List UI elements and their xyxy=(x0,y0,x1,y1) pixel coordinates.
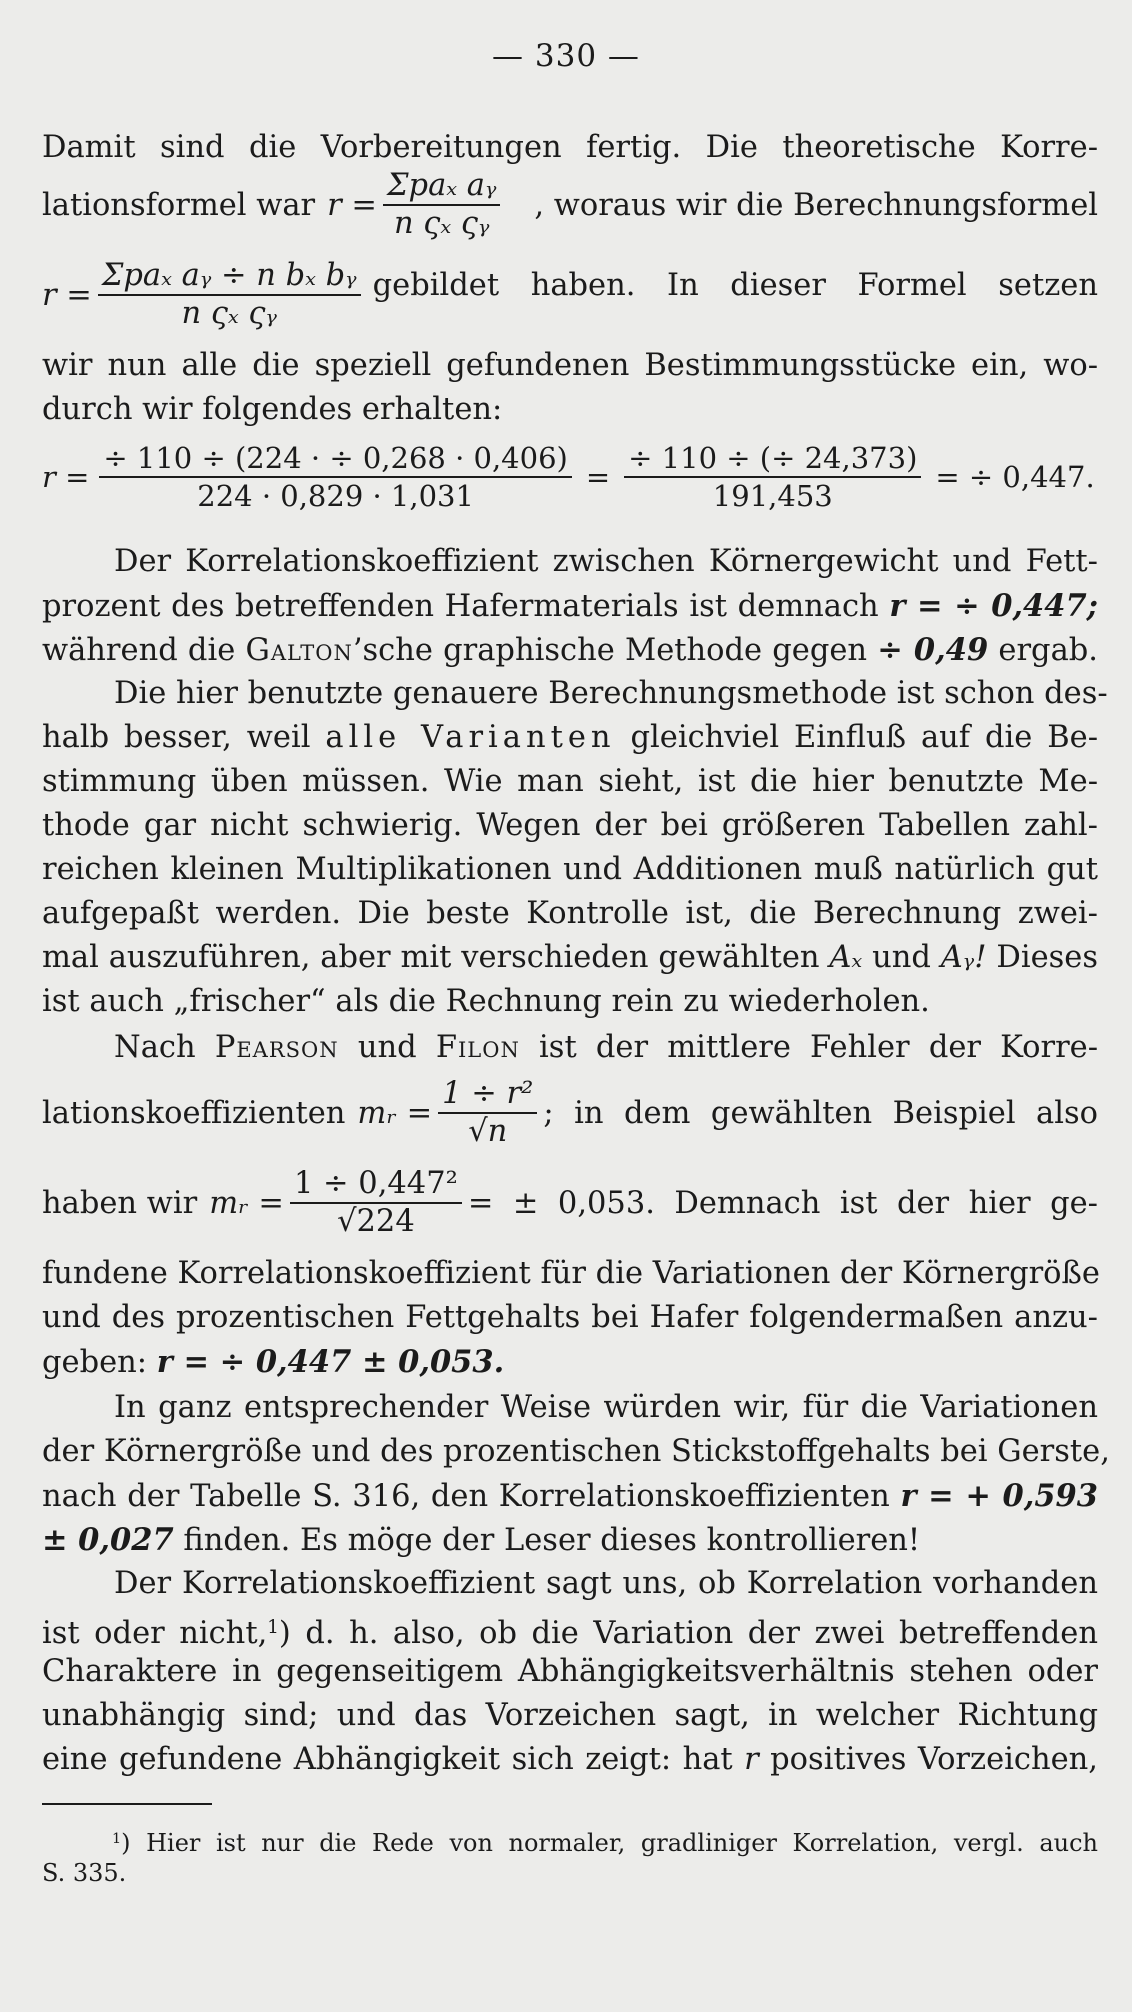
text-line xyxy=(42,980,1098,1024)
text-line xyxy=(42,1252,1098,1296)
fraction-denominator: √n xyxy=(468,1114,508,1149)
fraction-denominator: √224 xyxy=(337,1204,415,1239)
text: mal auszuführen, aber mit verschieden gewählten xyxy=(42,940,820,975)
fraction-denominator: n ςₓ ςᵧ xyxy=(393,206,490,241)
error-value: ± 0,027 xyxy=(42,1522,174,1558)
footnote-line xyxy=(112,1822,1098,1860)
text: und xyxy=(872,940,931,975)
text-line xyxy=(42,1606,1098,1656)
text: durch wir folgendes erhalten: xyxy=(42,392,503,427)
text: Die hier benutzte genauere Berechnungsmethode ist schon des- xyxy=(114,676,1108,711)
text: fundene Korrelationskoeffizient für die Variationen der Körnergröße xyxy=(42,1256,1100,1291)
text-line xyxy=(42,1340,1098,1385)
galton-value: ÷ 0,49 xyxy=(877,632,989,668)
fraction-numerator: 1 ÷ r² xyxy=(438,1076,537,1114)
text: aufgepaßt werden. Die beste Kontrolle ist, die Berechnung zwei- xyxy=(42,896,1098,931)
text: unabhängig sind; und das Vorzeichen sagt, in welcher Richtung xyxy=(42,1698,1098,1733)
text: ; in dem gewählten Beispiel also xyxy=(543,1095,1098,1131)
correlation-formula xyxy=(383,168,500,242)
text: ist der mittlere Fehler der Korre- xyxy=(539,1030,1099,1065)
text-line xyxy=(42,344,1098,388)
formula-r: r = xyxy=(42,460,90,494)
text: Der Korrelationskoeffizient sagt uns, ob Korrelation vorhanden xyxy=(114,1566,1098,1601)
text: ) d. h. also, ob die Variation der zwei betreffenden xyxy=(278,1616,1098,1652)
text: Charaktere in gegenseitigem Abhängigkeitsverhältnis stehen oder xyxy=(42,1654,1098,1689)
text: reichen kleinen Multiplikationen und Additionen muß natürlich gut xyxy=(42,852,1098,887)
fraction-denominator: 191,453 xyxy=(712,479,833,513)
text: geben: xyxy=(42,1345,148,1380)
formula-r: r = xyxy=(327,187,377,223)
text-line xyxy=(42,1474,1098,1519)
text: wir nun alle die speziell gefundenen Bestimmungsstücke ein, wo- xyxy=(42,348,1098,383)
text-line xyxy=(42,716,1098,760)
fraction-numerator: ÷ 110 ÷ (÷ 24,373) xyxy=(624,440,921,478)
page-number: — 330 — xyxy=(492,38,640,74)
footnote-text: ) Hier ist nur die Rede von normaler, gradliniger Korrelation, vergl. auch xyxy=(121,1828,1098,1857)
text: gebildet haben. In dieser Formel setzen xyxy=(372,267,1098,303)
math-symbol: r xyxy=(744,1742,759,1777)
fraction-numerator: Σpaₓ aᵧ xyxy=(383,168,500,206)
fraction-denominator: n ςₓ ςᵧ xyxy=(181,296,277,331)
formula-m: mᵣ = xyxy=(209,1185,284,1221)
text: eine gefundene Abhängigkeit sich zeigt: hat xyxy=(42,1742,733,1777)
footnote-number: 1 xyxy=(112,1831,122,1847)
spaced-emphasis: alle Varianten xyxy=(325,720,616,755)
correlation-value: r = + 0,593 xyxy=(900,1478,1098,1514)
footnote-text: S. 335. xyxy=(42,1859,127,1887)
text: Nach xyxy=(114,1030,196,1065)
formula-line xyxy=(42,1076,1098,1150)
formula-line xyxy=(42,258,1098,332)
text-line xyxy=(42,126,1098,170)
text: der Körnergröße und des prozentischen Stickstoffgehalts bei Gerste, xyxy=(42,1434,1110,1469)
text-line xyxy=(114,1562,1098,1606)
mean-error-value xyxy=(290,1166,462,1240)
correlation-value: r = ÷ 0,447; xyxy=(889,588,1098,624)
author-name: Pearson xyxy=(214,1030,339,1065)
fraction-numerator: ÷ 110 ÷ (224 · ÷ 0,268 · 0,406) xyxy=(99,440,571,478)
author-name: Filon xyxy=(435,1030,520,1065)
text-line xyxy=(114,540,1098,584)
correlation-result: r = ÷ 0,447 ± 0,053. xyxy=(156,1344,505,1380)
equation-fraction-1 xyxy=(99,440,571,514)
text-line xyxy=(42,848,1098,892)
text-line xyxy=(114,672,1108,716)
text-line xyxy=(42,760,1098,804)
author-name: Galton xyxy=(245,633,353,668)
text-line xyxy=(42,1738,1098,1782)
text: = ± 0,053. Demnach ist der hier ge- xyxy=(467,1185,1098,1221)
footnote-rule xyxy=(42,1803,212,1805)
formula-m: mᵣ = xyxy=(357,1095,433,1131)
footnote-marker: 1 xyxy=(267,1617,279,1638)
text-line xyxy=(42,936,1098,980)
formula-line xyxy=(42,1166,1098,1240)
mean-error-formula xyxy=(438,1076,537,1150)
text-line xyxy=(42,628,1098,673)
text-line xyxy=(114,1386,1098,1430)
text: ist auch „frischer“ als die Rechnung rein zu wiederholen. xyxy=(42,984,930,1019)
display-equation xyxy=(42,440,1095,514)
text: finden. Es möge der Leser dieses kontrollieren! xyxy=(183,1523,921,1558)
text-line xyxy=(42,1518,1098,1563)
text: ’sche graphische Methode gegen xyxy=(352,633,868,668)
text-line xyxy=(42,1694,1098,1738)
text: , woraus wir die Berechnungsformel xyxy=(534,187,1098,223)
math-symbol: Aᵧ! xyxy=(940,940,987,975)
text-line xyxy=(114,1026,1098,1070)
formula-line xyxy=(42,168,1098,242)
text: thode gar nicht schwierig. Wegen der bei größeren Tabellen zahl- xyxy=(42,808,1098,843)
text: Damit sind die Vorbereitungen fertig. Die theoretische Korre- xyxy=(42,130,1098,165)
equation-result: = ÷ 0,447. xyxy=(935,460,1095,494)
text-line xyxy=(42,388,1098,432)
text: In ganz entsprechender Weise würden wir, für die Variationen xyxy=(114,1390,1098,1425)
text-line xyxy=(42,1430,1110,1474)
text-line xyxy=(42,1296,1098,1340)
text: ist oder nicht, xyxy=(42,1616,268,1652)
text: Der Korrelationskoeffizient zwischen Körnergewicht und Fett- xyxy=(114,544,1098,579)
text-line xyxy=(42,584,1098,629)
text: lationskoeffizienten xyxy=(42,1095,346,1131)
fraction-numerator: 1 ÷ 0,447² xyxy=(290,1166,462,1204)
text: positives Vorzeichen, xyxy=(770,1742,1098,1777)
text: haben wir xyxy=(42,1185,198,1221)
text-line xyxy=(42,804,1098,848)
math-symbol: Aₓ xyxy=(829,940,863,975)
text-line xyxy=(42,892,1098,936)
text: und des prozentischen Fettgehalts bei Hafer folgendermaßen anzu- xyxy=(42,1300,1098,1335)
text: halb besser, weil xyxy=(42,720,311,755)
equation-fraction-2 xyxy=(624,440,921,514)
computation-formula xyxy=(98,258,361,332)
text: während die xyxy=(42,633,236,668)
text: und xyxy=(357,1030,417,1065)
text: ergab. xyxy=(998,633,1098,668)
text: prozent des betreffenden Hafermaterials ist demnach xyxy=(42,589,879,624)
text: gleichviel Einfluß auf die Be- xyxy=(630,720,1098,755)
text: lationsformel war xyxy=(42,187,316,223)
footnote-line xyxy=(42,1856,1098,1890)
text: Dieses xyxy=(996,940,1098,975)
fraction-denominator: 224 · 0,829 · 1,031 xyxy=(197,479,474,513)
text: nach der Tabelle S. 316, den Korrelationskoeffizienten xyxy=(42,1479,890,1514)
text: stimmung üben müssen. Wie man sieht, ist die hier benutzte Me- xyxy=(42,764,1098,799)
equals-sign: = xyxy=(585,460,611,494)
fraction-numerator: Σpaₓ aᵧ ÷ n bₓ bᵧ xyxy=(98,258,361,296)
formula-r: r = xyxy=(42,277,92,313)
text-line xyxy=(42,1650,1098,1694)
